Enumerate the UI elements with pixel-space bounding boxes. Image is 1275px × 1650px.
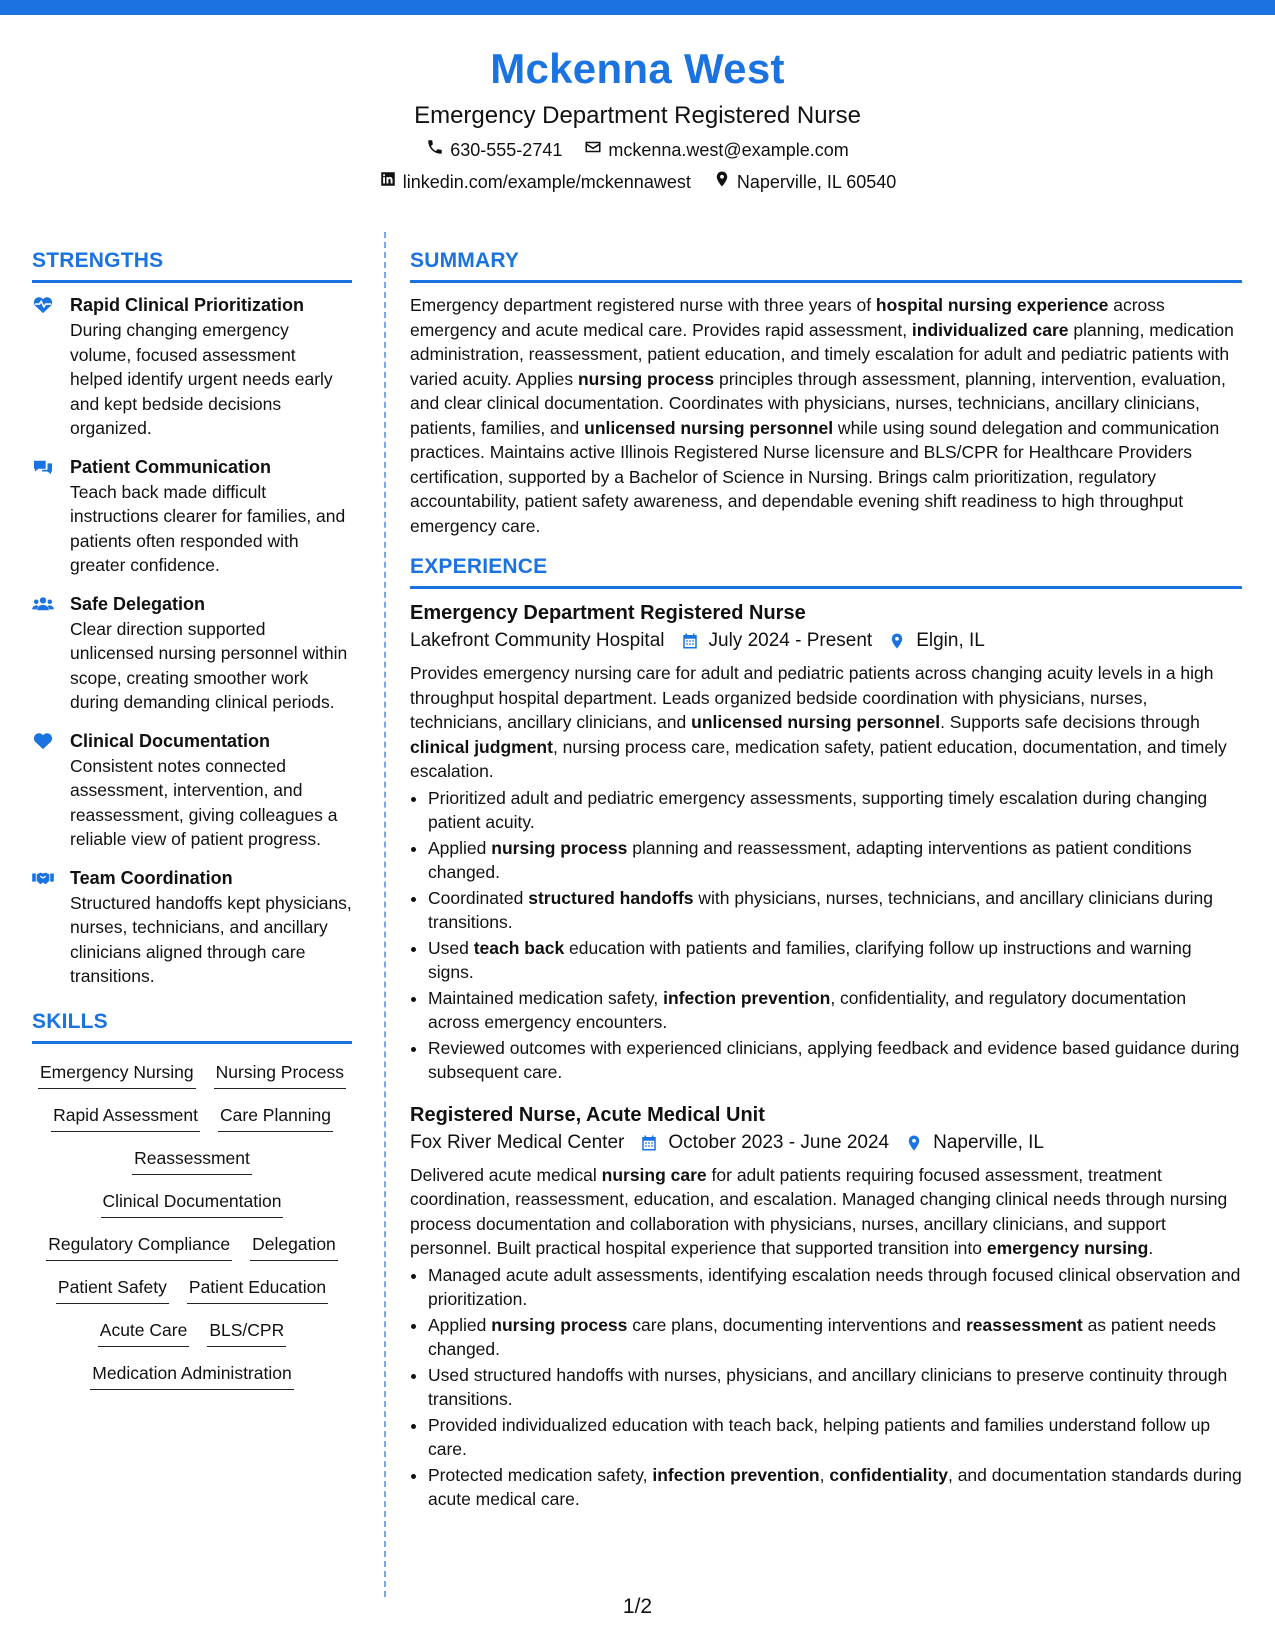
text-run: . Supports safe decisions through xyxy=(940,712,1200,732)
linkedin-icon xyxy=(379,168,397,196)
comments-icon xyxy=(32,455,56,578)
map-pin-icon xyxy=(713,168,731,196)
map-pin-icon xyxy=(905,1134,923,1152)
linkedin-contact[interactable] xyxy=(379,168,691,196)
strength-title: Team Coordination xyxy=(70,867,233,888)
location-text: Naperville, IL 60540 xyxy=(736,172,897,192)
experience-entry xyxy=(410,599,1242,1085)
bullet-item xyxy=(428,786,1242,835)
text-run: , nursing process care, medication safety, patient education, documentation, and timely escalation. xyxy=(410,736,1227,781)
job-bullets xyxy=(410,1263,1242,1512)
text-run: Managed acute adult assessments, identifying escalation needs through focused clinical observation and prioritization. xyxy=(428,1264,1241,1309)
job-title: Emergency Department Registered Nurse xyxy=(410,602,806,624)
strengths-title: STRENGTHS xyxy=(32,246,352,283)
calendar-icon xyxy=(681,632,699,650)
skill-tag: Patient Safety xyxy=(56,1275,169,1304)
text-run: Provides emergency nursing care for adult and pediatric patients across changing acuity levels in a high throughput hospital department. Leads organized bedside coordination with physicians, nurses, technicians, ancillary clinicians, and xyxy=(410,663,1214,732)
keyword-text: unlicensed nursing personnel xyxy=(584,417,834,438)
text-run: Reviewed outcomes with experienced clinicians, applying feedback and evidence based guidance during subsequent care. xyxy=(428,1037,1240,1082)
strength-description: Clear direction supported unlicensed nursing personnel within scope, creating smoother work during demanding clinical periods. xyxy=(70,618,348,712)
column-divider xyxy=(384,232,386,1597)
users-icon xyxy=(32,592,56,715)
right-column xyxy=(410,246,1242,1528)
top-accent-bar xyxy=(0,0,1275,15)
experience-entry xyxy=(410,1101,1242,1512)
text-run: Used structured handoffs with nurses, physicians, and ancillary clinicians to preserve continuity through transitions. xyxy=(428,1364,1228,1409)
keyword-text: structured handoffs xyxy=(528,887,694,908)
strength-body xyxy=(70,455,352,578)
strength-body xyxy=(70,293,352,441)
contact-row-1 xyxy=(0,136,1275,164)
text-run: Applied xyxy=(428,837,492,858)
strength-body xyxy=(70,729,352,852)
text-run: with physicians, nurses, technicians, and ancillary clinicians during transitions. xyxy=(428,887,1213,932)
text-run: , confidentiality, and regulatory documentation across emergency encounters. xyxy=(428,987,1187,1032)
job-description xyxy=(410,1163,1242,1261)
heart-pulse-icon xyxy=(32,293,56,441)
text-run: education with patients and families, clarifying follow up instructions and warning signs. xyxy=(428,937,1192,982)
bullet-item xyxy=(428,1263,1242,1312)
strength-description: Structured handoffs kept physicians, nurses, technicians, and ancillary clinicians aligned through care transitions. xyxy=(70,892,352,986)
keyword-text: emergency nursing xyxy=(986,1238,1149,1258)
location-contact xyxy=(713,168,896,196)
bullet-item xyxy=(428,886,1242,935)
bullet-item xyxy=(428,1463,1242,1512)
bullet-item xyxy=(428,1363,1242,1412)
text-run: , and documentation standards during acute medical care. xyxy=(428,1464,1242,1509)
skill-tag: Care Planning xyxy=(218,1103,333,1132)
skill-tag: Medication Administration xyxy=(90,1361,293,1390)
bullet-item xyxy=(428,936,1242,985)
keyword-text: teach back xyxy=(473,937,565,958)
phone-icon xyxy=(426,136,444,164)
text-run: while using sound delegation and communication practices. Maintains active Illinois Registered Nurse licensure and BLS/CPR for Healthcare Providers certification, supported by a Bachelor of Science in Nursing. Brings calm prioritization, regulatory accountability, patient safety awareness, and dependable evening shift readiness to high throughput emergency care. xyxy=(410,417,1220,536)
text-run: Protected medication safety, xyxy=(428,1464,653,1485)
contact-row-2 xyxy=(0,168,1275,196)
keyword-text: hospital nursing experience xyxy=(875,295,1109,315)
strength-item xyxy=(32,592,352,715)
experience-list xyxy=(410,599,1242,1512)
strengths-list xyxy=(32,293,352,989)
job-meta xyxy=(410,1129,1242,1157)
job-title: Registered Nurse, Acute Medical Unit xyxy=(410,1103,765,1126)
left-column xyxy=(32,246,352,1390)
job-location: Naperville, IL xyxy=(933,1131,1044,1153)
strength-body xyxy=(70,866,352,989)
strength-body xyxy=(70,592,352,715)
candidate-role: Emergency Department Registered Nurse xyxy=(414,102,861,129)
phone-contact xyxy=(426,136,562,164)
strength-title: Safe Delegation xyxy=(70,593,206,614)
email-text: mckenna.west@example.com xyxy=(608,140,849,160)
strength-item xyxy=(32,455,352,578)
job-bullets xyxy=(410,786,1242,1085)
bullet-item xyxy=(428,1313,1242,1362)
strength-description: During changing emergency volume, focused assessment helped identify urgent needs early and kept bedside decisions organized. xyxy=(70,320,333,438)
keyword-text: unlicensed nursing personnel xyxy=(691,712,941,732)
heart-icon xyxy=(32,729,56,852)
skill-tag: Regulatory Compliance xyxy=(46,1232,232,1261)
skill-tag: BLS/CPR xyxy=(207,1318,286,1347)
text-run: Used xyxy=(428,937,474,958)
job-dates: October 2023 - June 2024 xyxy=(668,1131,890,1153)
text-run: , xyxy=(819,1464,830,1485)
keyword-text: infection prevention xyxy=(652,1464,820,1485)
linkedin-text: linkedin.com/example/mckennawest xyxy=(402,172,691,192)
bullet-item xyxy=(428,1413,1242,1462)
job-meta xyxy=(410,627,1242,655)
strength-item xyxy=(32,866,352,989)
employer-name: Lakefront Community Hospital xyxy=(410,630,665,651)
text-run: as patient needs changed. xyxy=(428,1314,1216,1359)
bullet-item xyxy=(428,836,1242,885)
skill-tag: Emergency Nursing xyxy=(38,1060,196,1089)
text-run: Delivered acute medical xyxy=(410,1164,602,1185)
text-run: . xyxy=(1148,1238,1154,1258)
skill-tag: Reassessment xyxy=(132,1146,252,1175)
page-number: 1/2 xyxy=(622,1595,653,1618)
strength-title: Rapid Clinical Prioritization xyxy=(70,295,305,315)
skills-title: SKILLS xyxy=(32,1007,352,1044)
strength-title: Clinical Documentation xyxy=(70,730,271,751)
resume-header xyxy=(0,40,1275,196)
summary-text xyxy=(410,293,1242,538)
email-contact[interactable] xyxy=(584,136,848,164)
text-run: Maintained medication safety, xyxy=(428,987,664,1008)
keyword-text: infection prevention xyxy=(663,987,831,1008)
keyword-text: confidentiality xyxy=(829,1464,948,1485)
keyword-text: clinical judgment xyxy=(410,736,553,757)
job-dates: July 2024 - Present xyxy=(708,630,873,651)
text-run: Applied xyxy=(428,1314,492,1335)
skill-tag: Patient Education xyxy=(187,1275,328,1304)
text-run: Provided individualized education with teach back, helping patients and families understand follow up care. xyxy=(428,1414,1211,1459)
strength-item xyxy=(32,729,352,852)
skill-tag: Nursing Process xyxy=(214,1060,346,1089)
keyword-text: nursing process xyxy=(577,368,715,389)
strength-description: Teach back made difficult instructions clearer for families, and patients often responded with greater confidence. xyxy=(70,481,346,575)
text-run: for adult patients requiring focused assessment, treatment coordination, reassessment, education, and escalation. Managed changing clinical needs through nursing process documentation and collaboration with physicians, nurses, ancillary clinicians, and support personnel. Built practical hospital experience that supported transition into xyxy=(410,1164,1228,1258)
experience-title: EXPERIENCE xyxy=(410,552,1242,589)
bullet-item xyxy=(428,986,1242,1035)
text-run: Coordinated xyxy=(428,887,529,908)
keyword-text: individualized care xyxy=(911,319,1069,340)
keyword-text: reassessment xyxy=(965,1314,1083,1335)
keyword-text: nursing care xyxy=(601,1164,707,1185)
keyword-text: nursing process xyxy=(491,837,628,858)
strength-item xyxy=(32,293,352,441)
employer-name: Fox River Medical Center xyxy=(410,1131,625,1153)
text-run: Emergency department registered nurse with three years of xyxy=(410,295,876,315)
map-pin-icon xyxy=(888,632,906,650)
phone-text: 630-555-2741 xyxy=(450,140,563,160)
bullet-item xyxy=(428,1036,1242,1085)
text-run: across emergency and acute medical care. Provides rapid assessment, xyxy=(410,295,1165,340)
candidate-name: Mckenna West xyxy=(490,45,785,92)
handshake-icon xyxy=(32,866,56,989)
strength-description: Consistent notes connected assessment, intervention, and reassessment, giving colleagues a reliable view of patient progress. xyxy=(70,755,338,849)
summary-title: SUMMARY xyxy=(410,246,1242,283)
text-run: Prioritized adult and pediatric emergency assessments, supporting timely escalation during changing patient acuity. xyxy=(428,787,1208,832)
skill-tag: Delegation xyxy=(250,1232,338,1261)
job-description xyxy=(410,661,1242,784)
text-run: care plans, documenting interventions and xyxy=(627,1314,966,1335)
calendar-icon xyxy=(640,1134,658,1152)
text-run: principles through assessment, planning, intervention, evaluation, and clear clinical documentation. Coordinates with physicians, nurses, technicians, ancillary clinicians, patients, families, and xyxy=(410,368,1226,438)
job-location: Elgin, IL xyxy=(916,630,985,651)
envelope-icon xyxy=(584,136,602,164)
skill-tag: Clinical Documentation xyxy=(101,1189,284,1218)
text-run: planning and reassessment, adapting interventions as patient conditions changed. xyxy=(428,837,1192,882)
skill-tag: Rapid Assessment xyxy=(51,1103,200,1132)
strength-title: Patient Communication xyxy=(70,456,272,477)
skills-list xyxy=(32,1058,352,1390)
keyword-text: nursing process xyxy=(491,1314,628,1335)
skill-tag: Acute Care xyxy=(98,1318,190,1347)
text-run: planning, medication administration, reassessment, patient education, and timely escalation for adult and pediatric patients with varied acuity. Applies xyxy=(410,319,1234,389)
